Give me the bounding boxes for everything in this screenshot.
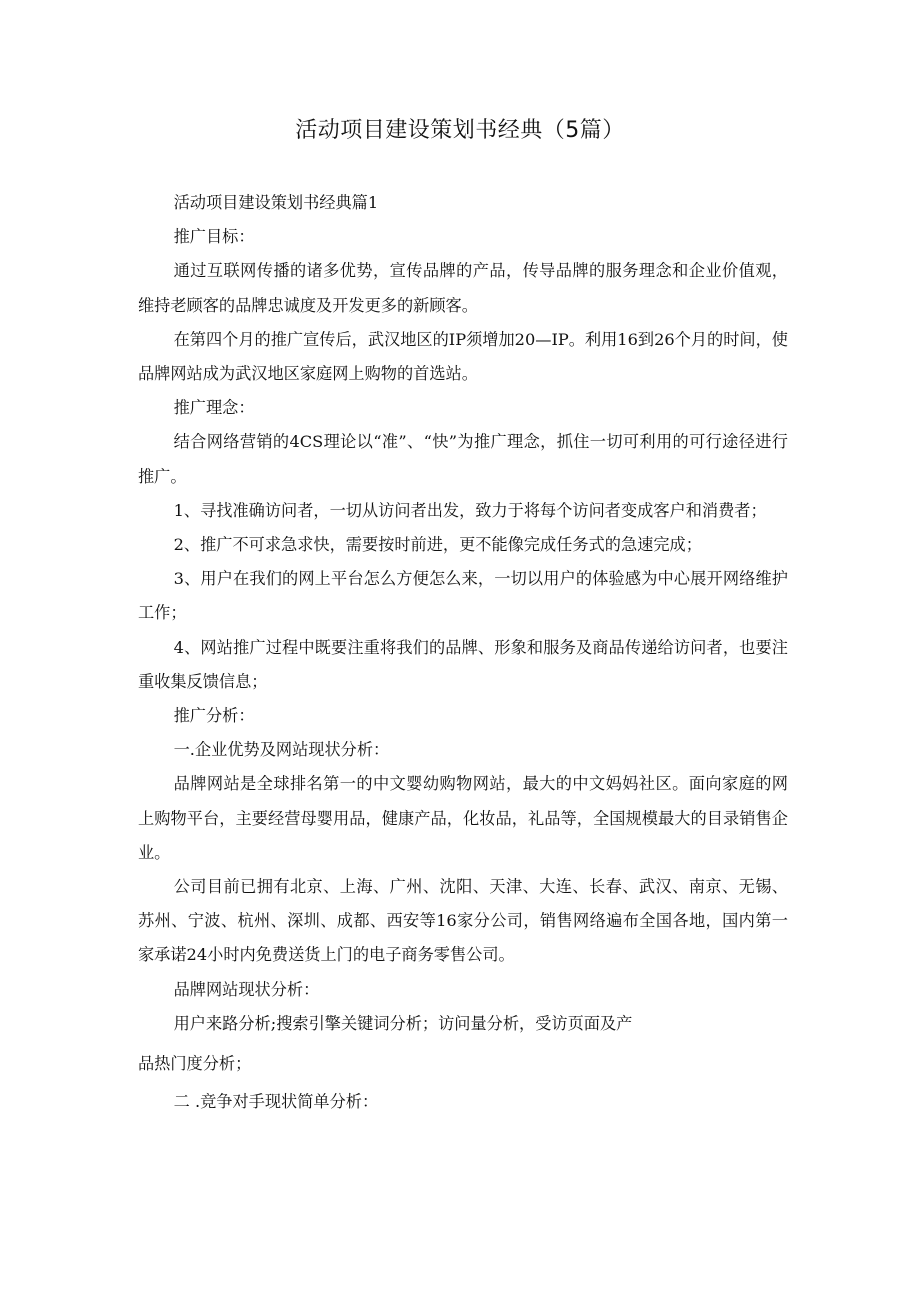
list-item: 2、推广不可求急求快，需要按时前进，更不能像完成任务式的急速完成； bbox=[173, 535, 702, 555]
list-item: 3、用户在我们的网上平台怎么方便怎么来，一切以用户的体验感为中心展开网络维护工作； bbox=[138, 569, 788, 623]
paragraph-continuation: 品热门度分析； bbox=[138, 1054, 252, 1074]
paragraph: 品牌网站是全球排名第一的中文婴幼购物网站，最大的中文妈妈社区。面向家庭的网上购物平台，主要经营母婴用品，健康产品，化妆品，礼品等，全国规模最大的目录销售企业。 bbox=[138, 774, 788, 862]
subheading: 品牌网站现状分析： bbox=[173, 979, 320, 999]
subheading: 二 .竞争对手现状简单分析： bbox=[173, 1092, 379, 1112]
document-body bbox=[138, 186, 788, 1119]
subheading: 推广目标： bbox=[173, 227, 255, 247]
paragraph: 公司目前已拥有北京、上海、广州、沈阳、天津、大连、长春、武汉、南京、无锡、苏州、宁波、杭州、深圳、成都、西安等16家分公司，销售网络遍布全国各地，国内第一家承诺24小时内免费送货上门的电子商务零售公司。 bbox=[138, 877, 788, 965]
paragraph: 通过互联网传播的诸多优势，宣传品牌的产品，传导品牌的服务理念和企业价值观，维持老顾客的品牌忠诚度及开发更多的新顾客。 bbox=[138, 261, 788, 315]
paragraph: 在第四个月的推广宣传后，武汉地区的IP须增加20—IP。利用16到26个月的时间，使品牌网站成为武汉地区家庭网上购物的首选站。 bbox=[138, 329, 788, 384]
paragraph: 结合网络营销的4CS理论以“准”、“快”为推广理念，抓住一切可利用的可行途径进行推广。 bbox=[138, 432, 788, 486]
subheading: 推广分析： bbox=[173, 706, 255, 726]
subheading: 一.企业优势及网站现状分析： bbox=[173, 740, 390, 760]
list-item: 1、寻找准确访问者，一切从访问者出发，致力于将每个访问者变成客户和消费者； bbox=[173, 500, 767, 520]
document-title: 活动项目建设策划书经典（5篇） bbox=[295, 118, 625, 143]
paragraph: 用户来路分析;搜索引擎关键词分析；访问量分析，受访页面及产 bbox=[173, 1013, 633, 1033]
subheading: 推广理念： bbox=[173, 398, 255, 418]
list-item: 4、网站推广过程中既要注重将我们的品牌、形象和服务及商品传递给访问者，也要注重收集反馈信息； bbox=[138, 637, 788, 691]
section-heading: 活动项目建设策划书经典篇1 bbox=[173, 193, 379, 212]
